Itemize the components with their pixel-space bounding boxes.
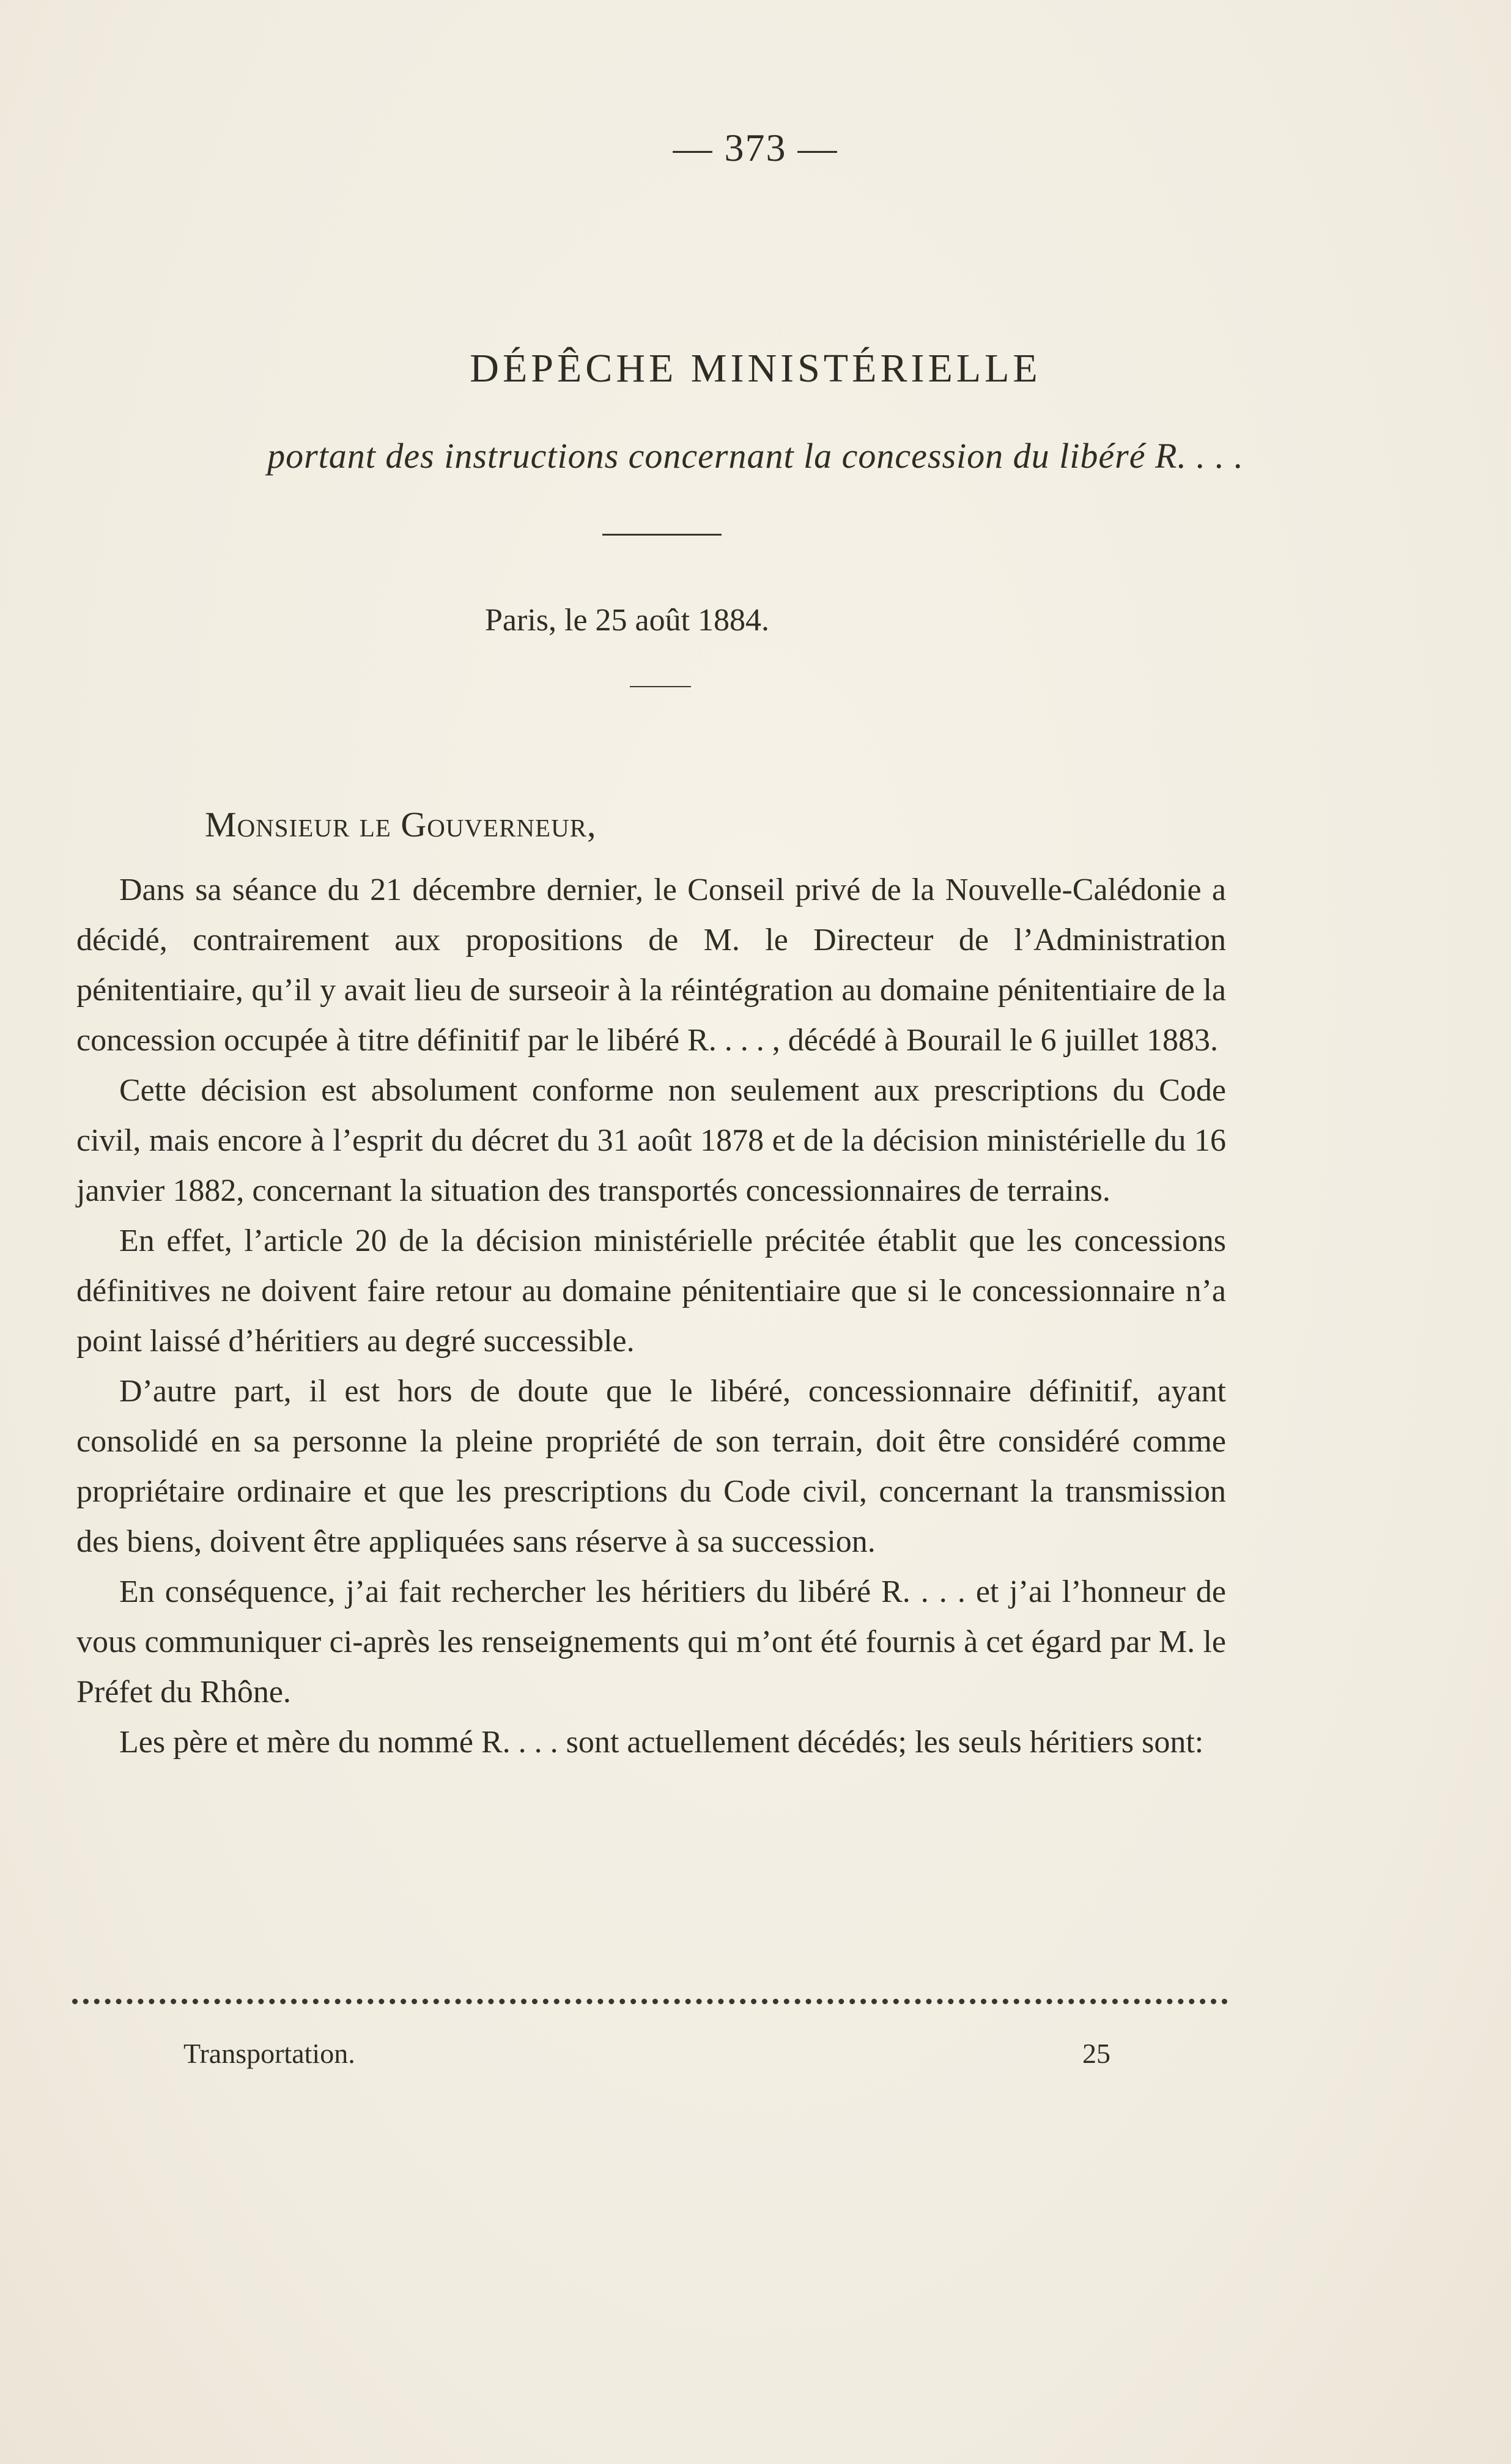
letter-body bbox=[76, 865, 1226, 1768]
dotted-separator bbox=[72, 1992, 1228, 2004]
paragraph: D’autre part, il est hors de doute que le libéré, concessionnaire définitif, ayant consolidé en sa personne la pleine propriété de son terrain, doit être considéré comme propriétaire ordinaire et que les prescriptions du Code civil, concernant la transmission des biens, doivent être appliquées sans réserve à sa succession. bbox=[76, 1374, 1226, 1559]
page-number: — 373 — bbox=[673, 126, 838, 169]
paragraph: Les père et mère du nommé R. . . . sont actuellement décédés; les seuls héritiers sont: bbox=[119, 1725, 1204, 1760]
document-subheading: portant des instructions concernant la concession du libéré R. . . . bbox=[267, 436, 1244, 476]
footer-signature-number: 25 bbox=[1082, 2038, 1110, 2069]
footer-section-label: Transportation. bbox=[183, 2038, 355, 2069]
dateline-divider bbox=[630, 686, 691, 687]
paragraph: En conséquence, j’ai fait rechercher les héritiers du libéré R. . . . et j’ai l’honneur de vous communiquer ci-après les renseignements qui m’ont été fournis à cet égard par M. le Préfet du Rhône. bbox=[76, 1574, 1226, 1710]
paragraph: Cette décision est absolument conforme non seulement aux prescriptions du Code civil, mais encore à l’esprit du décret du 31 août 1878 et de la décision ministérielle du 16 janvier 1882, concernant la situation des transportés concessionnaires de terrains. bbox=[76, 1073, 1226, 1208]
paragraph: En effet, l’article 20 de la décision ministérielle précitée établit que les concessions définitives ne doivent faire retour au domaine pénitentiaire que si le concessionnaire n’a point laissé d’héritiers au degré successible. bbox=[76, 1223, 1226, 1359]
salutation: Monsieur le Gouverneur, bbox=[205, 805, 597, 844]
heading-divider bbox=[602, 534, 722, 536]
paragraph: Dans sa séance du 21 décembre dernier, le Conseil privé de la Nouvelle-Calédonie a décidé, contrairement aux propositions de M. le Directeur de l’Administration pénitentiaire, qu’il y avait lieu de surseoir à la réintégration au domaine pénitentiaire de la concession occupée à titre définitif par le libéré R. . . . , décédé à Bourail le 6 juillet 1883. bbox=[76, 872, 1226, 1058]
dateline: Paris, le 25 août 1884. bbox=[485, 603, 770, 638]
document-heading: DÉPÊCHE MINISTÉRIELLE bbox=[470, 346, 1041, 391]
